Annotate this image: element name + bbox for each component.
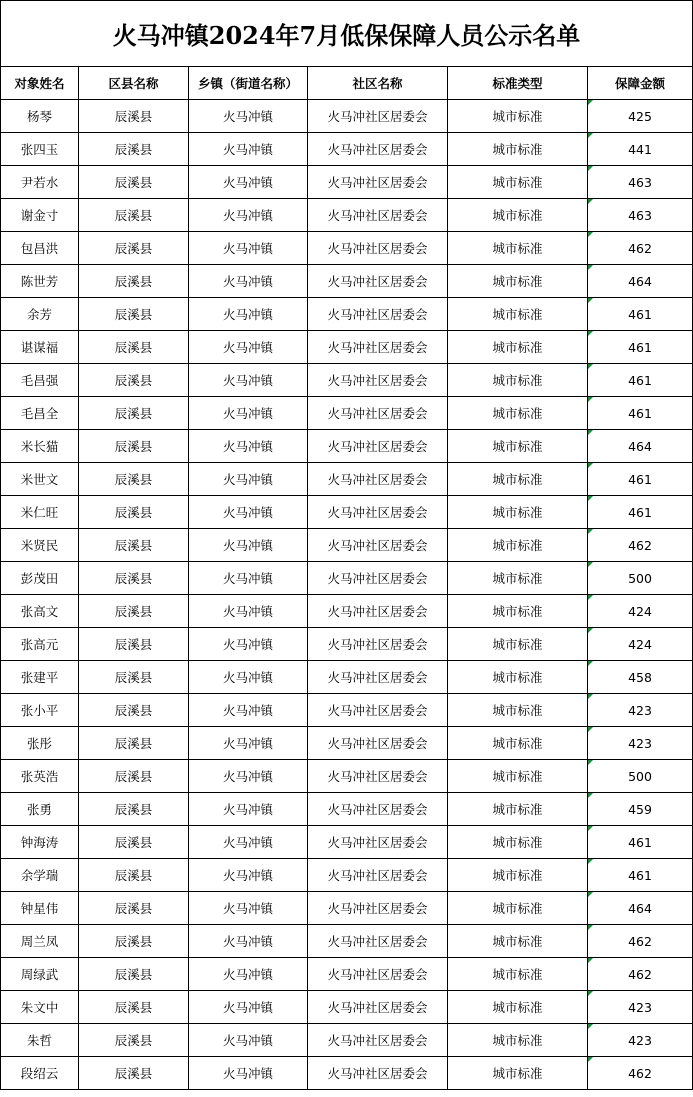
cell-amount[interactable]: 462	[588, 925, 693, 958]
cell-amount[interactable]: 500	[588, 760, 693, 793]
cell-county[interactable]: 辰溪县	[79, 1024, 189, 1057]
cell-community[interactable]: 火马冲社区居委会	[308, 397, 448, 430]
cell-name[interactable]: 米世文	[1, 463, 79, 496]
cell-county[interactable]: 辰溪县	[79, 298, 189, 331]
table-row	[1, 496, 693, 529]
cell-amount[interactable]: 461	[588, 463, 693, 496]
cell-name[interactable]: 毛昌全	[1, 397, 79, 430]
table-row	[1, 430, 693, 463]
table-row	[1, 166, 693, 199]
cell-town[interactable]: 火马冲镇	[189, 496, 308, 529]
cell-county[interactable]: 辰溪县	[79, 628, 189, 661]
cell-name[interactable]: 周兰凤	[1, 925, 79, 958]
table-row	[1, 133, 693, 166]
cell-amount[interactable]: 458	[588, 661, 693, 694]
cell-amount[interactable]: 461	[588, 859, 693, 892]
cell-name[interactable]: 谌谋福	[1, 331, 79, 364]
cell-amount[interactable]: 463	[588, 166, 693, 199]
cell-town[interactable]: 火马冲镇	[189, 298, 308, 331]
cell-county[interactable]: 辰溪县	[79, 727, 189, 760]
cell-town[interactable]: 火马冲镇	[189, 232, 308, 265]
cell-amount[interactable]: 441	[588, 133, 693, 166]
cell-standard[interactable]: 城市标准	[448, 100, 588, 133]
cell-community[interactable]: 火马冲社区居委会	[308, 760, 448, 793]
header-row	[1, 67, 693, 100]
cell-community[interactable]: 火马冲社区居委会	[308, 1057, 448, 1090]
cell-town[interactable]: 火马冲镇	[189, 166, 308, 199]
table-row	[1, 694, 693, 727]
table-body	[1, 100, 693, 1090]
cell-standard[interactable]: 城市标准	[448, 562, 588, 595]
cell-standard[interactable]: 城市标准	[448, 826, 588, 859]
cell-standard[interactable]: 城市标准	[448, 958, 588, 991]
cell-amount[interactable]: 463	[588, 199, 693, 232]
cell-name[interactable]: 尹若水	[1, 166, 79, 199]
cell-county[interactable]: 辰溪县	[79, 496, 189, 529]
cell-county[interactable]: 辰溪县	[79, 562, 189, 595]
table-row	[1, 397, 693, 430]
cell-standard[interactable]: 城市标准	[448, 430, 588, 463]
cell-community[interactable]: 火马冲社区居委会	[308, 991, 448, 1024]
cell-standard[interactable]: 城市标准	[448, 991, 588, 1024]
cell-town[interactable]: 火马冲镇	[189, 1057, 308, 1090]
cell-amount[interactable]: 464	[588, 265, 693, 298]
table-row	[1, 298, 693, 331]
cell-standard[interactable]: 城市标准	[448, 331, 588, 364]
cell-name[interactable]: 余学瑞	[1, 859, 79, 892]
cell-town[interactable]: 火马冲镇	[189, 628, 308, 661]
cell-town[interactable]: 火马冲镇	[189, 958, 308, 991]
cell-name[interactable]: 张四玉	[1, 133, 79, 166]
cell-amount[interactable]: 423	[588, 694, 693, 727]
cell-amount[interactable]: 461	[588, 397, 693, 430]
cell-name[interactable]: 周绿武	[1, 958, 79, 991]
table-row	[1, 1057, 693, 1090]
cell-community[interactable]: 火马冲社区居委会	[308, 562, 448, 595]
cell-county[interactable]: 辰溪县	[79, 694, 189, 727]
column-header-name[interactable]: 对象姓名	[1, 67, 79, 100]
cell-town[interactable]: 火马冲镇	[189, 793, 308, 826]
cell-name[interactable]: 包昌洪	[1, 232, 79, 265]
cell-standard[interactable]: 城市标准	[448, 133, 588, 166]
cell-amount[interactable]: 461	[588, 364, 693, 397]
column-header-amount[interactable]: 保障金额	[588, 67, 693, 100]
cell-county[interactable]: 辰溪县	[79, 166, 189, 199]
cell-community[interactable]: 火马冲社区居委会	[308, 529, 448, 562]
cell-standard[interactable]: 城市标准	[448, 595, 588, 628]
cell-amount[interactable]: 462	[588, 232, 693, 265]
cell-community[interactable]: 火马冲社区居委会	[308, 694, 448, 727]
table-row	[1, 892, 693, 925]
table-row	[1, 331, 693, 364]
cell-amount[interactable]: 462	[588, 958, 693, 991]
cell-town[interactable]: 火马冲镇	[189, 562, 308, 595]
cell-name[interactable]: 米长猫	[1, 430, 79, 463]
cell-community[interactable]: 火马冲社区居委会	[308, 727, 448, 760]
title-row	[1, 1, 693, 67]
table-row	[1, 199, 693, 232]
cell-county[interactable]: 辰溪县	[79, 760, 189, 793]
cell-county[interactable]: 辰溪县	[79, 958, 189, 991]
cell-name[interactable]: 张勇	[1, 793, 79, 826]
cell-name[interactable]: 余芳	[1, 298, 79, 331]
cell-name[interactable]: 毛昌强	[1, 364, 79, 397]
cell-amount[interactable]: 425	[588, 100, 693, 133]
cell-community[interactable]: 火马冲社区居委会	[308, 232, 448, 265]
cell-community[interactable]: 火马冲社区居委会	[308, 496, 448, 529]
table-row	[1, 661, 693, 694]
cell-county[interactable]: 辰溪县	[79, 991, 189, 1024]
table-row	[1, 265, 693, 298]
cell-town[interactable]: 火马冲镇	[189, 661, 308, 694]
cell-name[interactable]: 谢金寸	[1, 199, 79, 232]
cell-name[interactable]: 钟海涛	[1, 826, 79, 859]
cell-town[interactable]: 火马冲镇	[189, 463, 308, 496]
column-header-town[interactable]: 乡镇（街道名称）	[189, 67, 308, 100]
cell-name[interactable]: 张高元	[1, 628, 79, 661]
cell-amount[interactable]: 424	[588, 628, 693, 661]
cell-standard[interactable]: 城市标准	[448, 529, 588, 562]
column-header-community[interactable]: 社区名称	[308, 67, 448, 100]
cell-community[interactable]: 火马冲社区居委会	[308, 628, 448, 661]
table-row	[1, 826, 693, 859]
cell-amount[interactable]: 459	[588, 793, 693, 826]
cell-county[interactable]: 辰溪县	[79, 199, 189, 232]
cell-town[interactable]: 火马冲镇	[189, 760, 308, 793]
cell-name[interactable]: 杨琴	[1, 100, 79, 133]
table-row	[1, 463, 693, 496]
cell-county[interactable]: 辰溪县	[79, 595, 189, 628]
cell-community[interactable]: 火马冲社区居委会	[308, 892, 448, 925]
cell-amount[interactable]: 461	[588, 496, 693, 529]
cell-name[interactable]: 段绍云	[1, 1057, 79, 1090]
cell-name[interactable]: 米贤民	[1, 529, 79, 562]
cell-name[interactable]: 张小平	[1, 694, 79, 727]
cell-town[interactable]: 火马冲镇	[189, 133, 308, 166]
cell-town[interactable]: 火马冲镇	[189, 595, 308, 628]
cell-community[interactable]: 火马冲社区居委会	[308, 826, 448, 859]
cell-standard[interactable]: 城市标准	[448, 793, 588, 826]
cell-standard[interactable]: 城市标准	[448, 727, 588, 760]
cell-name[interactable]: 张建平	[1, 661, 79, 694]
table-row	[1, 958, 693, 991]
table-row	[1, 628, 693, 661]
cell-community[interactable]: 火马冲社区居委会	[308, 199, 448, 232]
cell-standard[interactable]: 城市标准	[448, 925, 588, 958]
table-row	[1, 529, 693, 562]
cell-standard[interactable]: 城市标准	[448, 760, 588, 793]
cell-amount[interactable]: 464	[588, 430, 693, 463]
cell-amount[interactable]: 464	[588, 892, 693, 925]
table-row	[1, 1024, 693, 1057]
cell-county[interactable]: 辰溪县	[79, 661, 189, 694]
cell-amount[interactable]: 462	[588, 1057, 693, 1090]
cell-community[interactable]: 火马冲社区居委会	[308, 331, 448, 364]
cell-county[interactable]: 辰溪县	[79, 1057, 189, 1090]
cell-standard[interactable]: 城市标准	[448, 364, 588, 397]
column-header-standard[interactable]: 标准类型	[448, 67, 588, 100]
cell-community[interactable]: 火马冲社区居委会	[308, 463, 448, 496]
table-row	[1, 595, 693, 628]
cell-amount[interactable]: 461	[588, 826, 693, 859]
page-title: 火马冲镇2024年7月低保保障人员公示名单	[1, 1, 693, 67]
cell-standard[interactable]: 城市标准	[448, 298, 588, 331]
cell-county[interactable]: 辰溪县	[79, 430, 189, 463]
cell-town[interactable]: 火马冲镇	[189, 694, 308, 727]
cell-county[interactable]: 辰溪县	[79, 463, 189, 496]
cell-standard[interactable]: 城市标准	[448, 694, 588, 727]
cell-town[interactable]: 火马冲镇	[189, 859, 308, 892]
cell-county[interactable]: 辰溪县	[79, 826, 189, 859]
cell-community[interactable]: 火马冲社区居委会	[308, 430, 448, 463]
cell-community[interactable]: 火马冲社区居委会	[308, 364, 448, 397]
cell-town[interactable]: 火马冲镇	[189, 265, 308, 298]
table-row	[1, 793, 693, 826]
cell-name[interactable]: 朱哲	[1, 1024, 79, 1057]
cell-standard[interactable]: 城市标准	[448, 1024, 588, 1057]
cell-name[interactable]: 朱文中	[1, 991, 79, 1024]
cell-standard[interactable]: 城市标准	[448, 232, 588, 265]
table-row	[1, 100, 693, 133]
table-row	[1, 232, 693, 265]
cell-county[interactable]: 辰溪县	[79, 331, 189, 364]
cell-standard[interactable]: 城市标准	[448, 496, 588, 529]
cell-community[interactable]: 火马冲社区居委会	[308, 859, 448, 892]
cell-county[interactable]: 辰溪县	[79, 892, 189, 925]
cell-name[interactable]: 钟星伟	[1, 892, 79, 925]
cell-town[interactable]: 火马冲镇	[189, 397, 308, 430]
cell-standard[interactable]: 城市标准	[448, 463, 588, 496]
cell-community[interactable]: 火马冲社区居委会	[308, 298, 448, 331]
cell-community[interactable]: 火马冲社区居委会	[308, 958, 448, 991]
table-row	[1, 760, 693, 793]
cell-amount[interactable]: 423	[588, 991, 693, 1024]
cell-name[interactable]: 陈世芳	[1, 265, 79, 298]
cell-standard[interactable]: 城市标准	[448, 661, 588, 694]
cell-town[interactable]: 火马冲镇	[189, 1024, 308, 1057]
cell-town[interactable]: 火马冲镇	[189, 892, 308, 925]
cell-town[interactable]: 火马冲镇	[189, 727, 308, 760]
table-row	[1, 991, 693, 1024]
table-row	[1, 925, 693, 958]
cell-name[interactable]: 米仁旺	[1, 496, 79, 529]
cell-amount[interactable]: 423	[588, 727, 693, 760]
cell-standard[interactable]: 城市标准	[448, 1057, 588, 1090]
table-row	[1, 364, 693, 397]
cell-name[interactable]: 张彤	[1, 727, 79, 760]
cell-name[interactable]: 张英浩	[1, 760, 79, 793]
cell-name[interactable]: 张高文	[1, 595, 79, 628]
cell-standard[interactable]: 城市标准	[448, 199, 588, 232]
cell-standard[interactable]: 城市标准	[448, 166, 588, 199]
cell-community[interactable]: 火马冲社区居委会	[308, 1024, 448, 1057]
cell-standard[interactable]: 城市标准	[448, 859, 588, 892]
cell-county[interactable]: 辰溪县	[79, 859, 189, 892]
cell-county[interactable]: 辰溪县	[79, 397, 189, 430]
cell-amount[interactable]: 462	[588, 529, 693, 562]
cell-town[interactable]: 火马冲镇	[189, 100, 308, 133]
cell-amount[interactable]: 423	[588, 1024, 693, 1057]
cell-standard[interactable]: 城市标准	[448, 892, 588, 925]
cell-county[interactable]: 辰溪县	[79, 100, 189, 133]
cell-county[interactable]: 辰溪县	[79, 133, 189, 166]
cell-community[interactable]: 火马冲社区居委会	[308, 925, 448, 958]
cell-community[interactable]: 火马冲社区居委会	[308, 265, 448, 298]
cell-county[interactable]: 辰溪县	[79, 232, 189, 265]
cell-town[interactable]: 火马冲镇	[189, 430, 308, 463]
cell-standard[interactable]: 城市标准	[448, 628, 588, 661]
cell-community[interactable]: 火马冲社区居委会	[308, 793, 448, 826]
cell-county[interactable]: 辰溪县	[79, 265, 189, 298]
table-row	[1, 562, 693, 595]
cell-community[interactable]: 火马冲社区居委会	[308, 100, 448, 133]
cell-standard[interactable]: 城市标准	[448, 397, 588, 430]
cell-community[interactable]: 火马冲社区居委会	[308, 166, 448, 199]
cell-community[interactable]: 火马冲社区居委会	[308, 661, 448, 694]
cell-county[interactable]: 辰溪县	[79, 529, 189, 562]
cell-town[interactable]: 火马冲镇	[189, 925, 308, 958]
cell-town[interactable]: 火马冲镇	[189, 991, 308, 1024]
cell-town[interactable]: 火马冲镇	[189, 331, 308, 364]
column-header-county[interactable]: 区县名称	[79, 67, 189, 100]
cell-community[interactable]: 火马冲社区居委会	[308, 595, 448, 628]
table-row	[1, 859, 693, 892]
cell-amount[interactable]: 461	[588, 298, 693, 331]
cell-name[interactable]: 彭茂田	[1, 562, 79, 595]
cell-county[interactable]: 辰溪县	[79, 925, 189, 958]
cell-amount[interactable]: 500	[588, 562, 693, 595]
cell-community[interactable]: 火马冲社区居委会	[308, 133, 448, 166]
table-row	[1, 727, 693, 760]
cell-amount[interactable]: 461	[588, 331, 693, 364]
cell-county[interactable]: 辰溪县	[79, 364, 189, 397]
cell-town[interactable]: 火马冲镇	[189, 826, 308, 859]
cell-county[interactable]: 辰溪县	[79, 793, 189, 826]
cell-town[interactable]: 火马冲镇	[189, 199, 308, 232]
cell-town[interactable]: 火马冲镇	[189, 529, 308, 562]
cell-standard[interactable]: 城市标准	[448, 265, 588, 298]
cell-amount[interactable]: 424	[588, 595, 693, 628]
cell-town[interactable]: 火马冲镇	[189, 364, 308, 397]
